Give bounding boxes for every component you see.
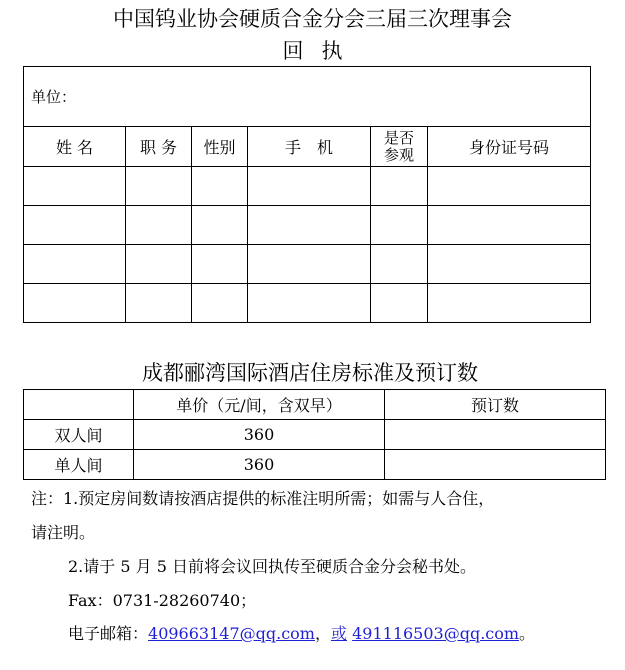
registration-header-row xyxy=(24,127,591,167)
col-name: 姓 名 xyxy=(24,127,126,167)
room-count[interactable] xyxy=(385,450,606,480)
hotel-col-count: 预订数 xyxy=(385,390,606,420)
table-cell[interactable] xyxy=(192,284,248,323)
table-cell[interactable] xyxy=(192,245,248,284)
room-price: 360 xyxy=(134,450,385,480)
email-label: 电子邮箱： xyxy=(68,624,149,643)
table-cell[interactable] xyxy=(371,206,428,245)
table-cell[interactable] xyxy=(24,167,126,206)
registration-table xyxy=(23,66,591,323)
table-cell[interactable] xyxy=(24,206,126,245)
table-cell[interactable] xyxy=(192,167,248,206)
email-or-label: 或 xyxy=(330,624,347,643)
note-line-3: 2.请于 5 月 5 日前将会议回执传至硬质合金分会秘书处。 xyxy=(68,557,476,576)
fax-line: Fax：0731-28260740； xyxy=(68,591,257,610)
table-cell[interactable] xyxy=(371,167,428,206)
unit-label: 单位： xyxy=(31,88,77,106)
email-link-2[interactable]: 491116503@qq.com xyxy=(352,624,520,643)
room-type: 单人间 xyxy=(24,450,134,480)
col-position: 职 务 xyxy=(126,127,192,167)
room-count[interactable] xyxy=(385,420,606,450)
email-separator: ， xyxy=(314,624,331,643)
table-cell[interactable] xyxy=(428,167,591,206)
table-cell[interactable] xyxy=(428,206,591,245)
table-cell[interactable] xyxy=(248,167,371,206)
table-cell[interactable] xyxy=(24,245,126,284)
hotel-row xyxy=(24,420,606,450)
table-row xyxy=(24,245,591,284)
email-link-1[interactable]: 409663147@qq.com xyxy=(148,624,315,643)
room-price: 360 xyxy=(134,420,385,450)
note-line-1: 注：1.预定房间数请按酒店提供的标准注明所需；如需与人合住， xyxy=(31,489,495,508)
email-end: 。 xyxy=(519,624,536,643)
col-gender: 性别 xyxy=(192,127,248,167)
note-line-2: 请注明。 xyxy=(31,523,96,542)
hotel-row xyxy=(24,450,606,480)
document-subtitle: 回执 xyxy=(282,39,361,63)
email-line xyxy=(68,624,535,644)
table-cell[interactable] xyxy=(126,245,192,284)
table-cell[interactable] xyxy=(428,245,591,284)
hotel-col-type xyxy=(24,390,134,420)
table-row xyxy=(24,206,591,245)
hotel-header-row xyxy=(24,390,606,420)
col-mobile: 手 机 xyxy=(248,127,371,167)
table-cell[interactable] xyxy=(371,284,428,323)
table-cell[interactable] xyxy=(248,206,371,245)
table-cell[interactable] xyxy=(428,284,591,323)
room-type: 双人间 xyxy=(24,420,134,450)
table-cell[interactable] xyxy=(126,167,192,206)
table-row xyxy=(24,284,591,323)
hotel-col-price: 单价（元/间，含双早） xyxy=(134,390,385,420)
hotel-table xyxy=(23,389,606,480)
col-visit-label: 是否参观 xyxy=(383,128,414,164)
unit-field[interactable] xyxy=(24,67,591,127)
table-cell[interactable] xyxy=(248,284,371,323)
col-visit xyxy=(371,127,428,167)
table-cell[interactable] xyxy=(192,206,248,245)
table-cell[interactable] xyxy=(371,245,428,284)
hotel-title: 成都郦湾国际酒店住房标准及预订数 xyxy=(142,361,478,385)
table-cell[interactable] xyxy=(24,284,126,323)
table-cell[interactable] xyxy=(126,206,192,245)
table-row xyxy=(24,167,591,206)
table-cell[interactable] xyxy=(248,245,371,284)
table-cell[interactable] xyxy=(126,284,192,323)
col-id-number: 身份证号码 xyxy=(428,127,591,167)
document-title: 中国钨业协会硬质合金分会三届三次理事会 xyxy=(113,7,512,31)
